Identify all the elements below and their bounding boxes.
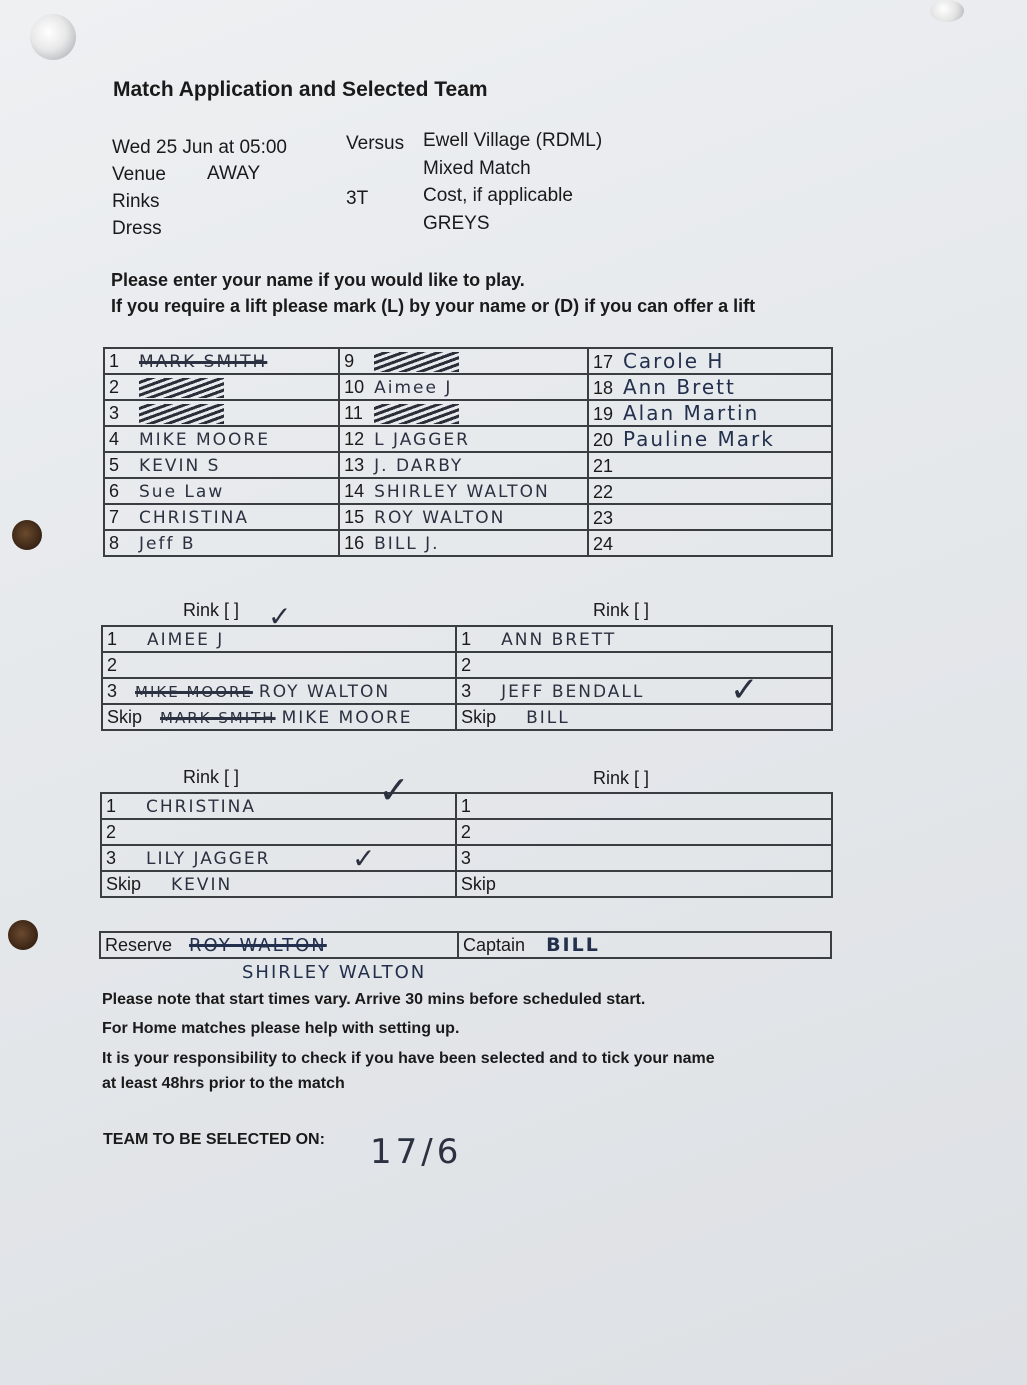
signup-name: Pauline Mark [622, 427, 775, 451]
slot-number: 2 [109, 376, 120, 397]
signup-name: MIKE MOORE [139, 429, 270, 450]
signup-cell[interactable] [588, 374, 832, 400]
rink-player-name: KEVIN [171, 874, 233, 895]
rinks-value: 3T [346, 188, 369, 209]
note-line-2: For Home matches please help with setting up. [102, 1020, 460, 1037]
slot-number: 15 [344, 506, 365, 527]
signup-name: L JAGGER [374, 429, 470, 450]
rink-cell[interactable] [456, 793, 832, 819]
reserve-captain-table [99, 931, 832, 959]
signup-cell[interactable] [588, 400, 832, 426]
slot-number: 10 [344, 376, 365, 397]
note-line-4: at least 48hrs prior to the match [102, 1075, 345, 1092]
captain-value: BILL [546, 934, 600, 956]
rinks-label: Rinks [112, 191, 160, 212]
signup-row [104, 452, 832, 478]
signup-cell[interactable] [588, 530, 832, 556]
signup-row [104, 374, 832, 400]
signup-cell[interactable] [104, 478, 339, 504]
dress-label: Dress [112, 218, 162, 239]
rink-player-name: MIKE MOORE [281, 707, 413, 728]
venue-label: Venue [112, 164, 166, 185]
signup-name: ROY WALTON [374, 507, 506, 528]
struck-name: MIKE MOORE [135, 682, 253, 701]
signup-row [104, 348, 832, 374]
rink-position: Skip [460, 873, 496, 894]
rink-cell[interactable] [456, 845, 832, 871]
signup-name [139, 378, 224, 398]
rink-label-c: Rink [ ] [183, 767, 240, 787]
slot-number: 18 [592, 378, 613, 398]
signup-name: Sue Law [139, 481, 225, 502]
slot-number: 14 [344, 480, 365, 501]
rink-position: 1 [106, 795, 117, 816]
rink-cell[interactable] [101, 871, 456, 897]
punch-hole-icon [8, 920, 38, 950]
signup-row [104, 426, 832, 452]
rink-table-top [101, 625, 833, 731]
versus-value: Ewell Village (RDML) [423, 130, 603, 151]
rink-player-name: AIMEE J [147, 629, 225, 650]
signup-cell[interactable] [104, 426, 339, 452]
slot-number: 22 [592, 482, 613, 502]
signup-name [374, 352, 459, 372]
signup-cell[interactable] [339, 400, 588, 426]
signup-cell[interactable] [588, 478, 832, 504]
slot-number: 21 [592, 456, 613, 476]
signup-cell[interactable] [588, 348, 832, 374]
slot-number: 1 [109, 350, 120, 371]
rink-position: Skip [461, 706, 497, 727]
rink-cell[interactable] [456, 678, 832, 704]
reserve-value-2: SHIRLEY WALTON [242, 962, 427, 983]
signup-table [103, 347, 833, 557]
rink-cell[interactable] [456, 819, 832, 845]
slot-number: 3 [109, 402, 120, 423]
rink-position: 1 [460, 795, 471, 816]
struck-name: MARK SMITH [160, 708, 276, 727]
signup-name: KEVIN S [139, 455, 221, 476]
signup-name: J. DARBY [374, 455, 464, 476]
signup-cell[interactable] [339, 348, 588, 374]
slot-number: 19 [592, 404, 613, 424]
signup-cell[interactable] [104, 374, 339, 400]
signup-name: Jeff B [139, 533, 196, 554]
note-line-3: It is your responsibility to check if you have been selected and to tick your name [102, 1050, 715, 1067]
rink-position: 2 [460, 821, 471, 842]
rink-label-d: Rink [ ] [593, 768, 650, 788]
punch-hole-icon [12, 520, 42, 550]
slot-number: 9 [344, 350, 355, 371]
tick-mark-icon: ✓ [268, 600, 292, 633]
rink-cell[interactable] [456, 871, 832, 897]
signup-cell[interactable] [104, 348, 339, 374]
slot-number: 12 [344, 428, 365, 449]
reserve-value: ROY WALTON [189, 934, 327, 956]
tick-mark-icon: ✓ [730, 670, 759, 710]
signup-name [374, 404, 459, 424]
rink-player-name: LILY JAGGER [146, 848, 271, 869]
signup-cell[interactable] [104, 530, 339, 556]
instruction-line-2: If you require a lift please mark (L) by your name or (D) if you can offer a lift [111, 296, 756, 316]
signup-row [104, 478, 832, 504]
slot-number: 5 [109, 454, 120, 475]
rink-position: 3 [107, 680, 118, 701]
rink-row [102, 626, 832, 652]
slot-number: 7 [109, 506, 120, 527]
slot-number: 23 [592, 508, 613, 528]
signup-name: Aimee J [374, 377, 453, 398]
signup-cell[interactable] [339, 478, 588, 504]
signup-row [104, 530, 832, 556]
rink-position: 2 [461, 654, 472, 675]
rink-player-name: ANN BRETT [501, 629, 617, 650]
rink-cell[interactable] [101, 845, 456, 871]
signup-cell[interactable] [588, 452, 832, 478]
captain-cell [458, 932, 831, 958]
signup-row [104, 504, 832, 530]
match-date: Wed 25 Jun at 05:00 [112, 137, 287, 158]
signup-cell[interactable] [588, 504, 832, 530]
signup-cell[interactable] [339, 504, 588, 530]
rink-cell[interactable] [456, 652, 832, 678]
signup-cell[interactable] [339, 530, 588, 556]
signup-name: MARK SMITH [139, 351, 268, 372]
selected-on-label: TEAM TO BE SELECTED ON: [103, 1131, 325, 1148]
slot-number: 4 [109, 428, 120, 449]
rink-cell[interactable] [102, 704, 456, 730]
rink-cell[interactable] [456, 704, 832, 730]
rink-position: 3 [460, 847, 471, 868]
rink-player-name: JEFF BENDALL [501, 681, 645, 702]
signup-name [139, 404, 224, 424]
push-pin-icon [930, 0, 964, 22]
rink-row [102, 678, 832, 704]
signup-name: Carole H [622, 349, 725, 373]
rink-position: 1 [107, 628, 118, 649]
rink-position: Skip [106, 873, 142, 894]
rink-position: 3 [461, 680, 472, 701]
signup-cell[interactable] [104, 400, 339, 426]
captain-label: Captain [463, 935, 526, 955]
signup-cell[interactable] [339, 452, 588, 478]
venue-value: AWAY [207, 163, 261, 184]
slot-number: 8 [109, 532, 120, 553]
signup-name: Ann Brett [622, 375, 736, 399]
selected-on-value: 17/6 [370, 1132, 463, 1172]
versus-label: Versus [346, 133, 405, 154]
reserve-cell [100, 932, 458, 958]
signup-name: CHRISTINA [139, 507, 250, 528]
slot-number: 16 [344, 532, 365, 553]
rink-position: 3 [106, 847, 117, 868]
form-title: Match Application and Selected Team [113, 78, 488, 101]
rink-cell[interactable] [456, 626, 832, 652]
tick-mark-icon: ✓ [352, 842, 376, 875]
rink-row [101, 871, 832, 897]
signup-row [104, 400, 832, 426]
rink-position: 2 [106, 821, 117, 842]
rink-label-a: Rink [ ] [183, 600, 240, 620]
instruction-line-1: Please enter your name if you would like to play. [111, 270, 525, 290]
rink-row [101, 793, 832, 819]
dress-value: GREYS [423, 213, 490, 234]
rink-cell[interactable] [102, 678, 456, 704]
rink-row [102, 704, 832, 730]
rink-position: 1 [461, 628, 472, 649]
match-type: Mixed Match [423, 158, 531, 179]
slot-number: 24 [592, 534, 613, 554]
rink-row [101, 819, 832, 845]
rink-table-bottom [100, 792, 833, 898]
signup-name: Alan Martin [622, 401, 760, 425]
slot-number: 6 [109, 480, 120, 501]
slot-number: 20 [592, 430, 613, 450]
rink-row [102, 652, 832, 678]
rink-position: 2 [107, 654, 118, 675]
tick-mark-icon: ✓ [378, 768, 410, 812]
slot-number: 17 [592, 352, 613, 372]
rink-position: Skip [107, 706, 143, 727]
rink-cell[interactable] [102, 652, 456, 678]
cost-label: Cost, if applicable [423, 185, 573, 206]
rink-cell[interactable] [101, 819, 456, 845]
push-pin-icon [30, 14, 76, 60]
signup-cell[interactable] [588, 426, 832, 452]
reserve-label: Reserve [105, 934, 173, 955]
rink-player-name: ROY WALTON [258, 681, 391, 702]
slot-number: 11 [344, 402, 363, 423]
signup-name: SHIRLEY WALTON [374, 481, 550, 502]
rink-label-b: Rink [ ] [593, 600, 650, 620]
rink-player-name: CHRISTINA [146, 796, 257, 817]
signup-name: BILL J. [374, 533, 440, 554]
signup-cell[interactable] [104, 452, 339, 478]
signup-cell[interactable] [104, 504, 339, 530]
rink-player-name: BILL [526, 707, 570, 728]
note-line-1: Please note that start times vary. Arrive 30 mins before scheduled start. [102, 991, 646, 1008]
signup-cell[interactable] [339, 426, 588, 452]
rink-row [101, 845, 832, 871]
slot-number: 13 [344, 454, 365, 475]
signup-cell[interactable] [339, 374, 588, 400]
